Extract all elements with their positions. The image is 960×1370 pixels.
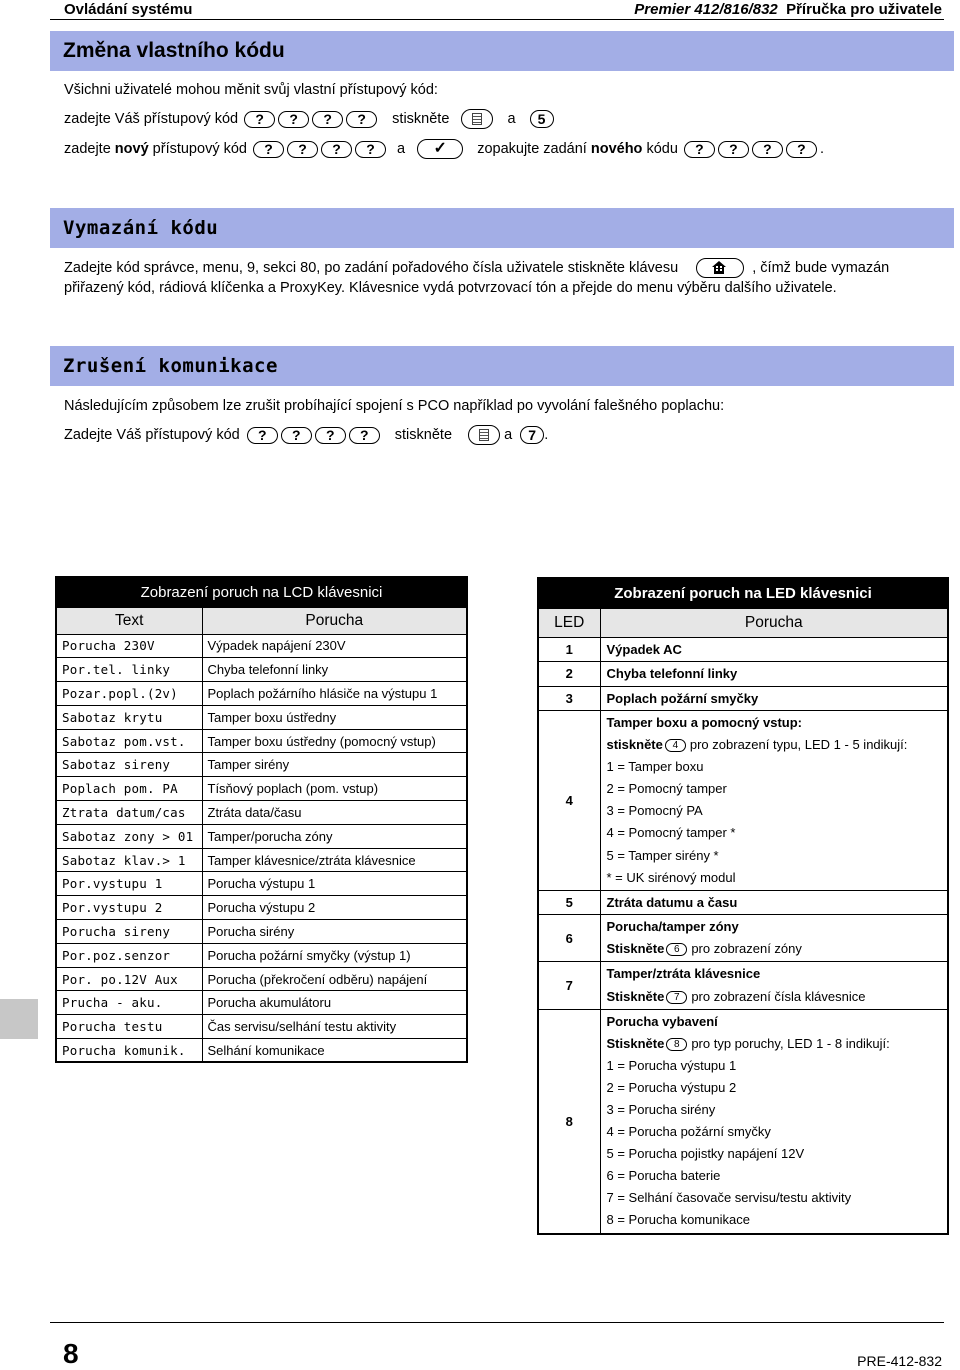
table-row	[56, 896, 467, 920]
lcd-code: Por.vystupu 1	[56, 872, 202, 896]
delete-code-title: Vymazání kódu	[63, 217, 219, 239]
led-num: 8	[538, 1009, 600, 1233]
lcd-desc: Tamper sirény	[202, 753, 467, 777]
product-name: Premier 412/816/832	[634, 1, 778, 18]
led-head-text: Tamper boxu a pomocný vstup:	[606, 715, 803, 730]
lcd-code: Sabotaz zony > 01	[56, 824, 202, 848]
list-item: 3 = Porucha sirény	[606, 1102, 716, 1117]
manual-name: Příručka pro uživatele	[786, 1, 942, 18]
table-row	[56, 753, 467, 777]
lcd-code: Sabotaz klav.> 1	[56, 848, 202, 872]
led-desc	[600, 890, 948, 915]
list-item: 2 = Pomocný tamper	[606, 781, 727, 797]
table-row	[56, 1039, 467, 1063]
delete-text: Zadejte kód správce, menu, 9, sekci 80, po zadání pořadového čísla uživatele stiskněte klávesu	[64, 260, 679, 276]
code-keys	[684, 139, 820, 159]
lcd-desc: Selhání komunikace	[202, 1039, 467, 1063]
header-rule	[50, 19, 944, 20]
lcd-code: Por.poz.senzor	[56, 943, 202, 967]
digit-key: ?	[346, 111, 377, 128]
delete-code-p1	[64, 258, 944, 278]
delete-text-end: , čímž bude vymazán	[752, 260, 890, 276]
list-item: 3 = Pomocný PA	[606, 803, 703, 819]
change-code-title: Změna vlastního kódu	[63, 39, 285, 62]
lcd-code: Pozar.popl.(2v)	[56, 682, 202, 706]
digit-key: ?	[315, 427, 346, 444]
led-num: 7	[538, 962, 600, 1009]
list-item: 1 = Porucha výstupu 1	[606, 1057, 737, 1073]
press-label: Stiskněte	[606, 1035, 665, 1051]
digit-key: ?	[281, 427, 312, 444]
delete-code-p2: přiřazený kód, rádiová klíčenka a ProxyKey. Klávesnice vydá potvrzovací tón a přejde do menu výběru dalšího uživatele.	[64, 280, 837, 296]
lcd-code: Por.vystupu 2	[56, 896, 202, 920]
lcd-desc: Čas servisu/selhání testu aktivity	[202, 1015, 467, 1039]
lcd-code: Porucha komunik.	[56, 1039, 202, 1063]
led-num: 1	[538, 637, 600, 662]
digit-key: ?	[355, 141, 386, 158]
led-head	[607, 1011, 942, 1033]
lcd-desc: Tamper boxu ústředny	[202, 705, 467, 729]
code-keys	[247, 425, 383, 445]
lcd-desc: Tamper klávesnice/ztráta klávesnice	[202, 848, 467, 872]
code-keys	[244, 109, 380, 129]
page-number: 8	[63, 1338, 79, 1369]
press-label: Stiskněte	[606, 941, 665, 957]
led-head-text: Tamper/ztráta klávesnice	[606, 966, 761, 982]
lcd-desc: Porucha výstupu 1	[202, 872, 467, 896]
lcd-desc: Chyba telefonní linky	[202, 658, 467, 682]
new-text: nový	[114, 141, 149, 157]
led-head-text: Porucha vybavení	[606, 1013, 718, 1029]
lcd-col-fault: Porucha	[202, 607, 467, 634]
list-item: 7 = Selhání časovače servisu/testu aktivity	[606, 1190, 852, 1206]
table-row	[56, 943, 467, 967]
digit-key: ?	[247, 427, 278, 444]
and-text: a	[504, 427, 513, 443]
check-key-icon: ✓	[417, 139, 463, 159]
lcd-code: Porucha testu	[56, 1015, 202, 1039]
digit-key: ?	[786, 141, 817, 158]
table-row	[56, 777, 467, 801]
led-desc	[600, 915, 948, 962]
led-press-line	[607, 986, 942, 1008]
table-row	[56, 801, 467, 825]
digit-key: ?	[718, 141, 749, 158]
press-label: stiskněte	[606, 737, 663, 753]
led-head	[607, 916, 942, 938]
led-col-fault: Porucha	[600, 608, 948, 637]
code-keys	[253, 139, 389, 159]
table-row	[538, 686, 948, 711]
menu-key-icon	[468, 425, 500, 445]
led-num: 2	[538, 662, 600, 687]
led-col-led: LED	[538, 608, 600, 637]
led-num: 5	[538, 890, 600, 915]
press-text: stiskněte	[394, 427, 453, 443]
table-row	[538, 711, 948, 891]
digit-key: ?	[752, 141, 783, 158]
key-7: 7	[520, 426, 544, 444]
change-code-intro: Všichni uživatelé mohou měnit svůj vlastní přístupový kód:	[64, 82, 438, 98]
led-press-line	[607, 1033, 942, 1055]
lcd-col-text: Text	[56, 607, 202, 634]
code-text: přístupový kód	[152, 141, 247, 157]
lcd-desc: Poplach požárního hlásiče na výstupu 1	[202, 682, 467, 706]
table-row	[56, 682, 467, 706]
lcd-desc: Tísňový poplach (pom. vstup)	[202, 777, 467, 801]
press-rest: pro zobrazení čísla klávesnice	[691, 988, 866, 1004]
led-desc-text: Výpadek AC	[606, 641, 682, 657]
change-code-band	[50, 31, 954, 71]
table-row	[538, 637, 948, 662]
lcd-desc: Tamper boxu ústředny (pomocný vstup)	[202, 729, 467, 753]
section-title: Ovládání systému	[64, 1, 193, 18]
led-head-text: Porucha/tamper zóny	[606, 919, 739, 935]
press-rest: pro zobrazení zóny	[691, 941, 802, 957]
table-row	[56, 967, 467, 991]
list-item: 1 = Tamper boxu	[606, 759, 704, 775]
list-item: 4 = Pomocný tamper *	[606, 825, 736, 841]
press-rest: pro zobrazení typu, LED 1 - 5 indikují:	[689, 737, 908, 753]
led-desc	[600, 686, 948, 711]
led-table-title: Zobrazení poruch na LED klávesnici	[538, 578, 948, 608]
led-fault-table	[537, 577, 949, 1235]
lcd-code: Porucha sireny	[56, 920, 202, 944]
key-7: 7	[666, 991, 687, 1004]
digit-key: ?	[349, 427, 380, 444]
cancel-comm-p1: Následujícím způsobem lze zrušit probíhající spojení s PCO například po vyvolání falešného poplachu:	[64, 398, 725, 414]
led-desc	[600, 662, 948, 687]
cancel-comm-title: Zrušení komunikace	[63, 355, 278, 377]
table-row	[56, 872, 467, 896]
table-row	[538, 915, 948, 962]
lcd-code: Por. po.12V Aux	[56, 967, 202, 991]
table-row	[56, 1015, 467, 1039]
digit-key: ?	[312, 111, 343, 128]
lcd-code: Poplach pom. PA	[56, 777, 202, 801]
digit-key: ?	[287, 141, 318, 158]
table-row	[56, 848, 467, 872]
cancel-comm-band	[50, 346, 954, 386]
list-item: 4 = Porucha požární smyčky	[606, 1124, 771, 1140]
lcd-desc: Tamper/porucha zóny	[202, 824, 467, 848]
and-text: a	[507, 111, 516, 127]
line1-text: zadejte Váš přístupový kód	[64, 111, 239, 127]
lcd-desc: Porucha (překročení odběru) napájení	[202, 967, 467, 991]
page-edge-tab	[0, 999, 38, 1039]
enter-text: zadejte	[64, 141, 111, 157]
lcd-table-title: Zobrazení poruch na LCD klávesnici	[56, 577, 467, 607]
press-label: Stiskněte	[606, 988, 665, 1004]
key-8: 8	[666, 1038, 687, 1051]
lcd-desc: Porucha výstupu 2	[202, 896, 467, 920]
code-word: kódu	[646, 141, 678, 157]
lcd-desc: Výpadek napájení 230V	[202, 634, 467, 658]
led-desc	[600, 962, 948, 1009]
table-row	[56, 705, 467, 729]
new-code-text: nového	[590, 141, 643, 157]
led-desc-text: Chyba telefonní linky	[606, 666, 738, 682]
led-press-line	[607, 734, 942, 756]
led-press-line	[607, 938, 942, 960]
table-row	[56, 658, 467, 682]
table-row	[56, 729, 467, 753]
key-5: 5	[530, 110, 554, 128]
table-row	[538, 890, 948, 915]
digit-key: ?	[253, 141, 284, 158]
footer-rule	[50, 1322, 944, 1323]
key-6: 6	[666, 943, 687, 956]
table-row	[56, 920, 467, 944]
lcd-desc: Ztráta data/času	[202, 801, 467, 825]
led-head	[607, 712, 942, 734]
period: .	[544, 427, 549, 443]
cancel-comm-p2	[64, 425, 548, 445]
lcd-code: Ztrata datum/cas	[56, 801, 202, 825]
lcd-code: Sabotaz krytu	[56, 705, 202, 729]
digit-key: ?	[278, 111, 309, 128]
table-row	[538, 962, 948, 1009]
enter-code-text: Zadejte Váš přístupový kód	[64, 427, 240, 443]
list-item: * = UK sirénový modul	[606, 869, 736, 885]
led-desc-text: Ztráta datumu a času	[606, 895, 738, 910]
led-num: 4	[538, 711, 600, 891]
lcd-code: Porucha 230V	[56, 634, 202, 658]
led-desc	[600, 1009, 948, 1233]
lcd-code: Prucha - aku.	[56, 991, 202, 1015]
lcd-desc: Porucha sirény	[202, 920, 467, 944]
lcd-desc: Porucha akumulátoru	[202, 991, 467, 1015]
lcd-code: Por.tel. linky	[56, 658, 202, 682]
table-row	[56, 634, 467, 658]
and-text: a	[397, 141, 406, 157]
list-item: 5 = Tamper sirény *	[606, 847, 719, 863]
repeat-text: zopakujte zadání	[477, 141, 587, 157]
press-text: stiskněte	[392, 111, 450, 127]
list-item: 8 = Porucha komunikace	[606, 1212, 750, 1228]
lcd-fault-table	[55, 576, 468, 1063]
lcd-code: Sabotaz pom.vst.	[56, 729, 202, 753]
led-head	[607, 963, 942, 985]
table-row	[538, 662, 948, 687]
table-row	[538, 1009, 948, 1233]
table-row	[56, 991, 467, 1015]
lcd-desc: Porucha požární smyčky (výstup 1)	[202, 943, 467, 967]
list-item: 5 = Porucha pojistky napájení 12V	[606, 1146, 805, 1162]
delete-code-band	[50, 208, 954, 248]
document-code: PRE-412-832	[857, 1353, 942, 1369]
period: .	[819, 141, 824, 157]
lcd-code: Sabotaz sireny	[56, 753, 202, 777]
menu-key-icon	[461, 109, 493, 129]
key-4: 4	[665, 739, 686, 752]
table-row	[56, 824, 467, 848]
home-key-icon	[696, 258, 744, 278]
list-item: 6 = Porucha baterie	[606, 1168, 721, 1184]
digit-key: ?	[321, 141, 352, 158]
list-item: 2 = Porucha výstupu 2	[606, 1079, 737, 1095]
digit-key: ?	[684, 141, 715, 158]
led-num: 6	[538, 915, 600, 962]
digit-key: ?	[244, 111, 275, 128]
led-desc	[600, 637, 948, 662]
change-code-line2	[64, 139, 824, 159]
led-num: 3	[538, 686, 600, 711]
change-code-line1	[64, 109, 554, 129]
led-desc	[600, 711, 948, 891]
product-title	[634, 1, 942, 18]
led-desc-text: Poplach požární smyčky	[606, 690, 759, 706]
press-rest: pro typ poruchy, LED 1 - 8 indikují:	[691, 1035, 890, 1051]
